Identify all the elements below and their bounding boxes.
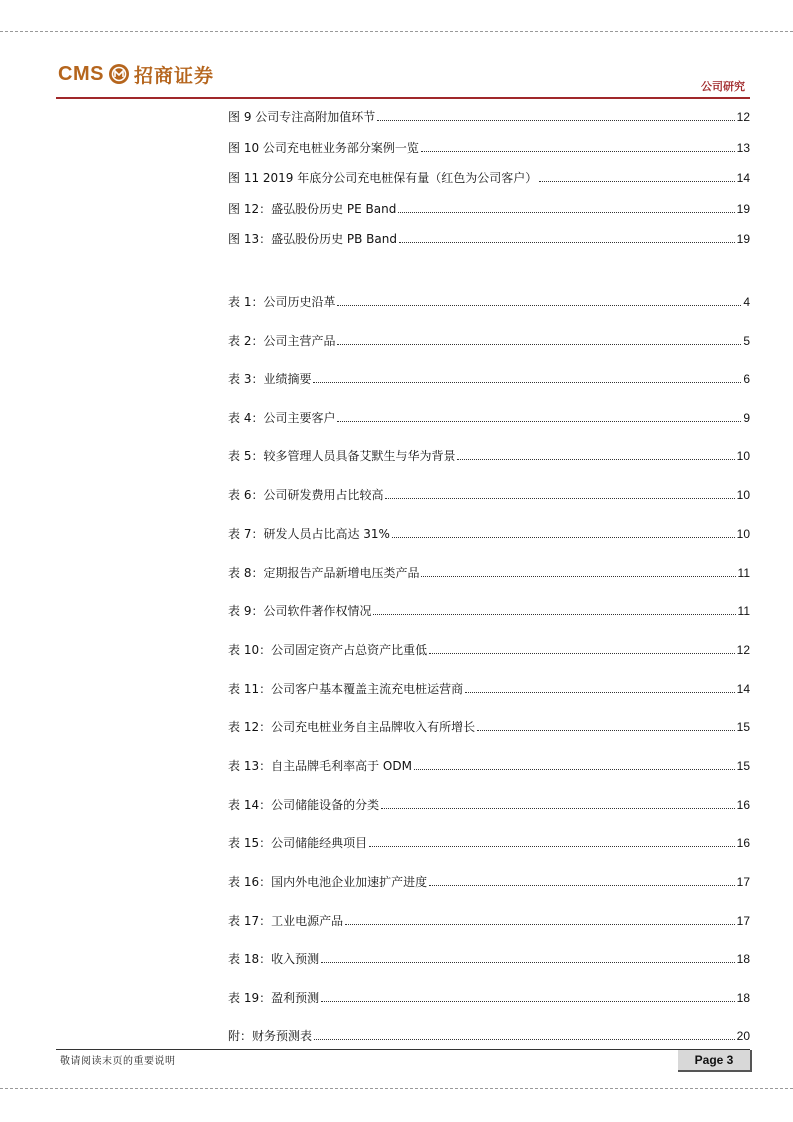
toc-entry-page: 18	[736, 991, 750, 1005]
toc-leader-dots	[373, 614, 735, 615]
toc-entry-label: 表 2：公司主营产品	[228, 334, 336, 348]
toc-entry-table[interactable]	[228, 564, 750, 580]
toc-entry-table[interactable]	[228, 332, 750, 348]
toc-entry-figure[interactable]	[228, 230, 750, 246]
toc-leader-dots	[465, 692, 735, 693]
toc-entry-table[interactable]	[228, 370, 750, 386]
toc-entry-label: 表 4：公司主要客户	[228, 411, 336, 425]
toc-entry-table[interactable]	[228, 641, 750, 657]
toc-entry-page: 20	[736, 1029, 750, 1043]
footer-rule	[56, 1049, 750, 1050]
toc-entry-table[interactable]	[228, 950, 750, 966]
toc-leader-dots	[429, 885, 735, 886]
toc-entry-figure[interactable]	[228, 108, 750, 124]
toc-entry-page: 14	[736, 682, 750, 696]
toc-leader-dots	[337, 421, 741, 422]
toc-entry-table[interactable]	[228, 486, 750, 502]
disclaimer-note: 敬请阅读末页的重要说明	[60, 1056, 176, 1067]
toc-entry-label: 表 9：公司软件著作权情况	[228, 604, 372, 618]
toc-leader-dots	[385, 498, 734, 499]
toc-entry-label: 表 19：盈利预测	[228, 991, 320, 1005]
toc-entry-page: 11	[737, 566, 750, 580]
toc-entry-page: 17	[736, 914, 750, 928]
toc-entry-page: 4	[743, 295, 750, 309]
toc-entry-label: 表 18：收入预测	[228, 952, 320, 966]
toc-entry-label: 附：财务预测表	[228, 1029, 313, 1043]
toc-leader-dots	[398, 212, 734, 213]
toc-leader-dots	[369, 846, 735, 847]
toc-leader-dots	[381, 808, 735, 809]
toc-leader-dots	[321, 1001, 735, 1002]
toc-entry-table[interactable]	[228, 409, 750, 425]
toc-entry-page: 17	[736, 875, 750, 889]
toc-leader-dots	[399, 242, 735, 243]
toc-leader-dots	[337, 344, 741, 345]
toc-entry-table[interactable]	[228, 680, 750, 696]
toc-leader-dots	[313, 382, 741, 383]
toc-entry-page: 19	[736, 202, 750, 216]
toc-entry-label: 图 10 公司充电桩业务部分案例一览	[228, 141, 419, 155]
toc-entry-table[interactable]	[228, 718, 750, 734]
toc-entry-page: 11	[737, 604, 750, 618]
toc-entry-appendix[interactable]	[228, 1027, 750, 1043]
toc-leader-dots	[477, 730, 735, 731]
toc-leader-dots	[377, 120, 734, 121]
toc-leader-dots	[392, 537, 735, 538]
toc-entry-figure[interactable]	[228, 139, 750, 155]
logo-chinese-name: 招商证券	[133, 64, 214, 87]
toc-leader-dots	[414, 769, 735, 770]
toc-leader-dots	[321, 962, 735, 963]
toc-entry-page: 12	[736, 110, 750, 124]
toc-entry-table[interactable]	[228, 912, 750, 928]
toc-entry-label: 图 11 2019 年底分公司充电桩保有量（红色为公司客户）	[228, 171, 538, 185]
toc-entry-label: 表 16：国内外电池企业加速扩产进度	[228, 875, 428, 889]
toc-entry-page: 16	[736, 798, 750, 812]
toc-entry-table[interactable]	[228, 873, 750, 889]
toc-entry-figure[interactable]	[228, 200, 750, 216]
toc-entry-page: 13	[736, 141, 750, 155]
toc-entry-label: 图 9 公司专注高附加值环节	[228, 110, 376, 124]
toc-entry-page: 6	[743, 372, 750, 386]
toc-leader-dots	[314, 1039, 735, 1040]
toc-entry-page: 18	[736, 952, 750, 966]
toc-entry-label: 表 13：自主品牌毛利率高于 ODM	[228, 759, 412, 773]
toc-entry-page: 12	[736, 643, 750, 657]
toc-entry-label: 图 12：盛弘股份历史 PE Band	[228, 202, 397, 216]
toc-entry-table[interactable]	[228, 757, 750, 773]
toc-leader-dots	[337, 305, 741, 306]
toc-entry-page: 10	[736, 488, 750, 502]
page-number-badge: Page 3	[678, 1050, 752, 1072]
toc-entry-label: 表 14：公司储能设备的分类	[228, 798, 380, 812]
toc-entry-page: 19	[736, 232, 750, 246]
toc-entry-label: 表 3：业绩摘要	[228, 372, 312, 386]
toc-entry-table[interactable]	[228, 796, 750, 812]
toc-entry-page: 15	[736, 759, 750, 773]
toc-leader-dots	[429, 653, 735, 654]
toc-entry-table[interactable]	[228, 447, 750, 463]
top-dashed-border	[0, 31, 793, 32]
toc-entry-page: 14	[736, 171, 750, 185]
company-logo	[58, 60, 214, 88]
toc-entry-page: 16	[736, 836, 750, 850]
toc-leader-dots	[539, 181, 734, 182]
toc-leader-dots	[457, 459, 734, 460]
toc-entry-label: 表 5：较多管理人员具备艾默生与华为背景	[228, 449, 456, 463]
toc-leader-dots	[421, 576, 735, 577]
toc-entry-label: 表 6：公司研发费用占比较高	[228, 488, 384, 502]
toc-leader-dots	[345, 924, 735, 925]
toc-entry-table[interactable]	[228, 834, 750, 850]
toc-entry-table[interactable]	[228, 293, 750, 309]
toc-entry-page: 15	[736, 720, 750, 734]
toc-entry-label: 表 17：工业电源产品	[228, 914, 344, 928]
toc-entry-label: 表 15：公司储能经典项目	[228, 836, 368, 850]
bottom-dashed-border	[0, 1088, 793, 1089]
header-rule	[56, 97, 750, 99]
toc-leader-dots	[421, 151, 735, 152]
toc-entry-label: 表 7：研发人员占比高达 31%	[228, 527, 390, 541]
toc-entry-label: 表 11：公司客户基本覆盖主流充电桩运营商	[228, 682, 464, 696]
toc-entry-page: 10	[736, 527, 750, 541]
toc-entry-label: 表 10：公司固定资产占总资产比重低	[228, 643, 428, 657]
toc-entry-table[interactable]	[228, 989, 750, 1005]
toc-entry-figure[interactable]	[228, 169, 750, 185]
toc-entry-page: 9	[743, 411, 750, 425]
toc-entry-page: 5	[743, 334, 750, 348]
toc-entry-label: 图 13：盛弘股份历史 PB Band	[228, 232, 397, 246]
toc-entry-table[interactable]	[228, 525, 750, 541]
section-label: 公司研究	[701, 80, 745, 93]
toc-entry-label: 表 8：定期报告产品新增电压类产品	[228, 566, 420, 580]
logo-mark-icon	[108, 63, 130, 85]
toc-entry-page: 10	[736, 449, 750, 463]
toc-entry-label: 表 1：公司历史沿革	[228, 295, 336, 309]
toc-entry-table[interactable]	[228, 602, 750, 618]
toc-entry-label: 表 12：公司充电桩业务自主品牌收入有所增长	[228, 720, 476, 734]
logo-text: CMS	[58, 62, 104, 85]
